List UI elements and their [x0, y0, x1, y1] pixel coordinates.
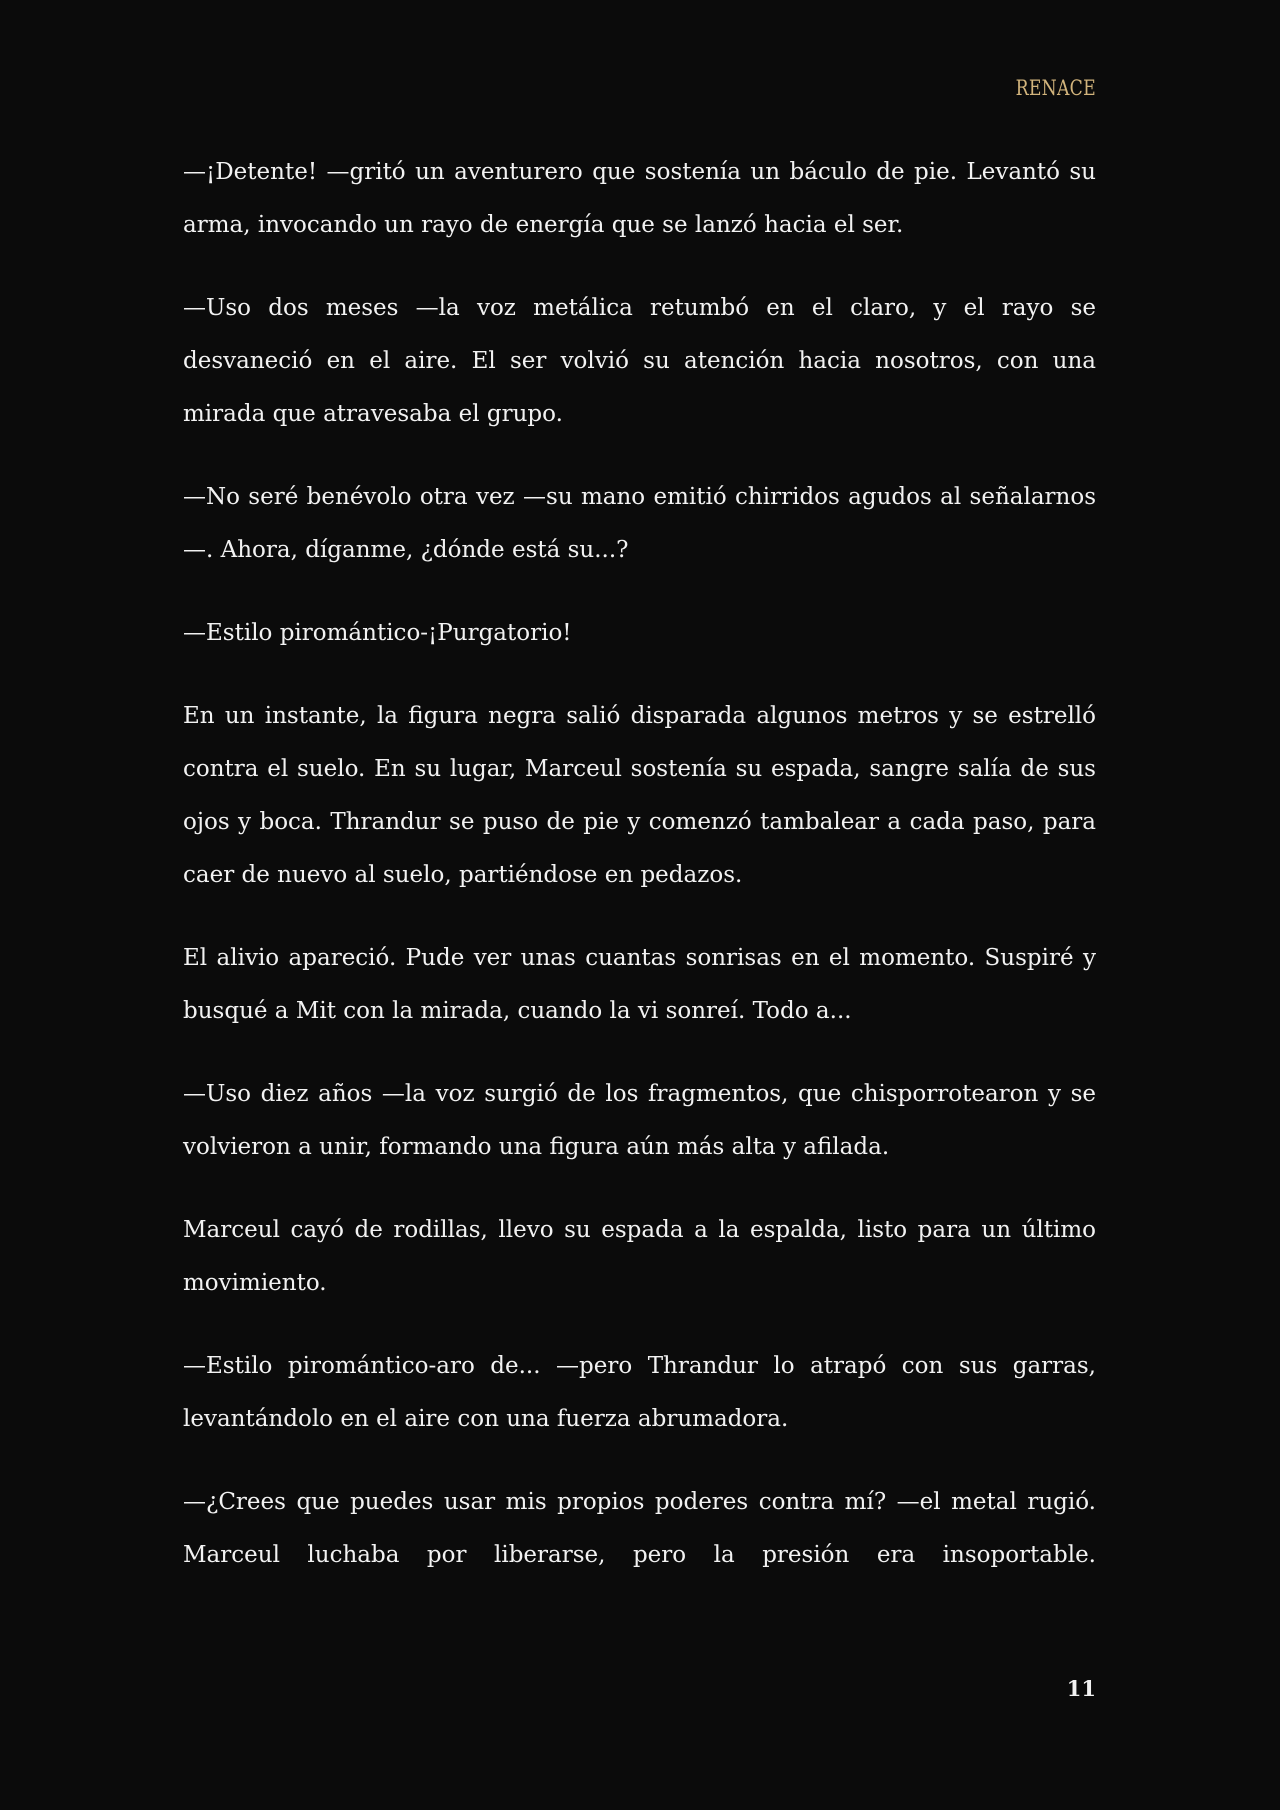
paragraph: Marceul cayó de rodillas, llevo su espada a la espalda, listo para un último movimiento.: [183, 1217, 1096, 1296]
paragraph: —¿Crees que puedes usar mis propios poderes contra mí? —el metal rugió. Marceul luchaba por liberarse, pero la presión era insoportable.: [183, 1489, 1096, 1568]
paragraph: —Estilo piromántico-¡Purgatorio!: [183, 620, 572, 646]
paragraph: En un instante, la figura negra salió disparada algunos metros y se estrelló contra el suelo. En su lugar, Marceul sostenía su espada, sangre salía de sus ojos y boca. Thrandur se puso de pie y comenzó tambalear a cada paso, para caer de nuevo al suelo, partiéndose en pedazos.: [183, 703, 1096, 888]
paragraph: —Estilo piromántico-aro de... —pero Thrandur lo atrapó con sus garras, levantándolo en el aire con una fuerza abrumadora.: [183, 1353, 1096, 1432]
paragraph: —Uso diez años —la voz surgió de los fragmentos, que chisporrotearon y se volvieron a unir, formando una figura aún más alta y afilada.: [183, 1081, 1096, 1160]
page-number: 11: [1066, 1676, 1096, 1701]
paragraph: —Uso dos meses —la voz metálica retumbó en el claro, y el rayo se desvaneció en el aire. El ser volvió su atención hacia nosotros, con una mirada que atravesaba el grupo.: [183, 295, 1096, 427]
running-title: RENACE: [1015, 76, 1096, 100]
paragraph: —No seré benévolo otra vez —su mano emitió chirridos agudos al señalarnos—. Ahora, díganme, ¿dónde está su...?: [183, 484, 1096, 563]
paragraph: El alivio apareció. Pude ver unas cuantas sonrisas en el momento. Suspiré y busqué a Mit con la mirada, cuando la vi sonreí. Todo a...: [183, 945, 1096, 1024]
paragraph: —¡Detente! —gritó un aventurero que sostenía un báculo de pie. Levantó su arma, invocando un rayo de energía que se lanzó hacia el ser.: [183, 159, 1096, 238]
page-body: [183, 146, 1096, 1582]
